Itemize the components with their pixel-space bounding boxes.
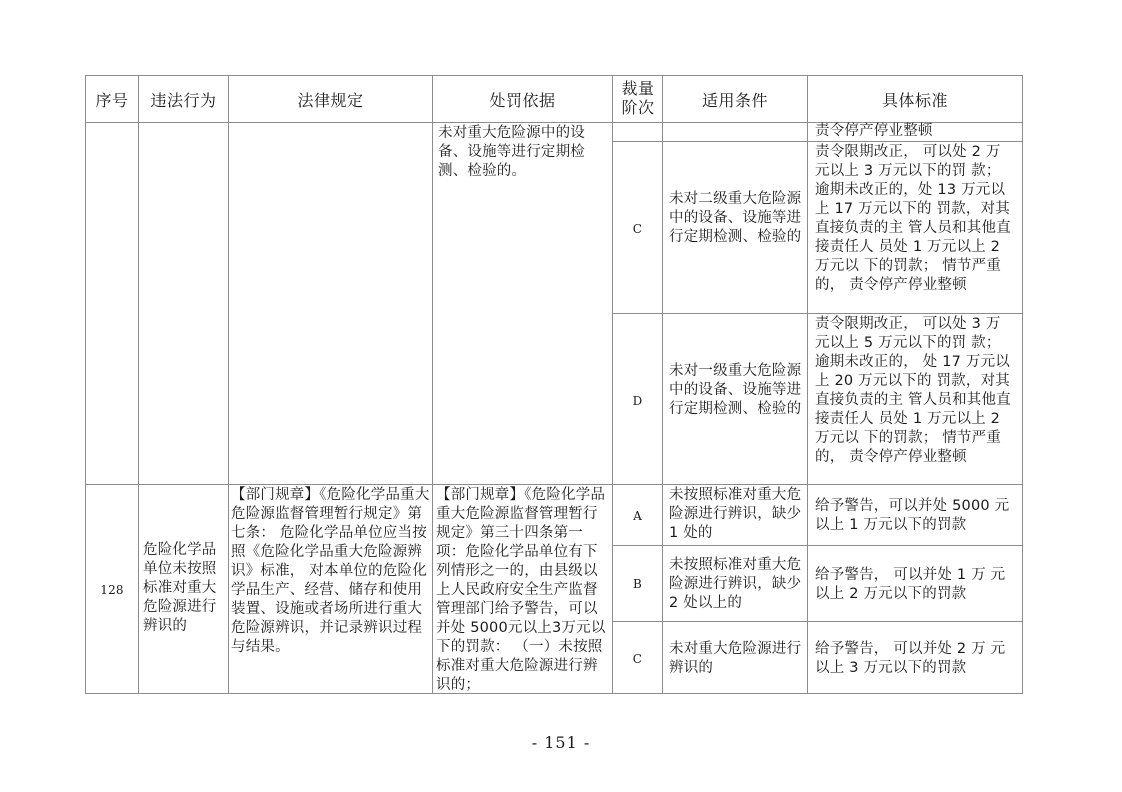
condition-128-c: 未对重大危险源进行辨识的 xyxy=(669,641,802,676)
level-c: C xyxy=(632,222,643,236)
serial-number-128: 128 xyxy=(100,583,124,597)
header-serial-number: 序号 xyxy=(95,91,129,110)
header-penalty-basis: 处罚依据 xyxy=(489,91,556,110)
level-d: D xyxy=(632,394,643,408)
penalty-basis-128: 【部门规章】《危险化学品重大危险源监督管理暂行规定》第三十四条第一项：危险化学品单位有下列情形之一的，由县级以上人民政府安全生产监督管理部门给予警告，可以并处 5000元以上3万元以下的罚款： （一）未按照标准对重大危险源进行辨识的； xyxy=(436,487,606,693)
standard-128-a: 给予警告，可以并处 5000 元以上 1 万元以下的罚款 xyxy=(815,498,1010,533)
violation-128: 危险化学品单位未按照标准对重大危险源进行辨识的 xyxy=(143,542,217,634)
standard-d: 责令限期改正， 可以处 3 万元以上 5 万元以下的罚 款；逾期未改正的， 处 17 万元以上 20 万元以下的 罚款，对其直接负责的主 管人员和其他直接责任人 员处 1 万元以上 2 万元以 下的罚款； 情节严重的， 责令停产停业整顿 xyxy=(815,316,1011,465)
level-128-c: C xyxy=(632,652,643,666)
condition-d: 未对一级重大危险源中的设备、设施等进行定期检测、检验的 xyxy=(669,363,802,417)
header-discretion-level: 裁量阶次 xyxy=(621,79,655,117)
standard-c: 责令限期改正， 可以处 2 万元以上 3 万元以下的罚 款；逾期未改正的，处 13 万元以上 17 万元以下的 罚款，对其直接负责的主 管人员和其他直接责任人 员处 1 万元以上 2 万元以 下的罚款； 情节严重的， 责令停产停业整顿 xyxy=(815,144,1011,293)
standard-128-c: 给予警告， 可以并处 2 万 元以上 3 万元以下的罚款 xyxy=(815,641,1006,676)
condition-128-b: 未按照标准对重大危险源进行辨识，缺少 2 处以上的 xyxy=(669,557,802,611)
header-legal-provision: 法律规定 xyxy=(297,91,364,110)
header-applicable-condition: 适用条件 xyxy=(701,91,768,110)
penalty-basis-continued: 未对重大危险源中的设备、设施等进行定期检测、检验的。 xyxy=(438,125,585,179)
level-128-b: B xyxy=(632,577,643,591)
header-violation: 违法行为 xyxy=(150,91,217,110)
condition-128-a: 未按照标准对重大危险源进行辨识，缺少 1 处的 xyxy=(669,487,802,541)
page-number: - 151 - xyxy=(531,733,591,752)
standard-128-b: 给予警告， 可以并处 1 万 元以上 2 万元以下的罚款 xyxy=(815,567,1006,602)
header-specific-standard: 具体标准 xyxy=(881,91,948,110)
condition-c: 未对二级重大危险源中的设备、设施等进行定期检测、检验的 xyxy=(669,191,802,245)
level-128-a: A xyxy=(633,509,642,523)
legal-provision-128: 【部门规章】《危险化学品重大危险源监督管理暂行规定》第七条： 危险化学品单位应当按照《危险化学品重大危险源辨识》标准， 对本单位的危险化学品生产、经营、储存和使用装置、设施或者场所进行重大危险源辨识，并记录辨识过程与结果。 xyxy=(231,487,430,655)
standard-continued: 责令停产停业整顿 xyxy=(815,123,933,139)
